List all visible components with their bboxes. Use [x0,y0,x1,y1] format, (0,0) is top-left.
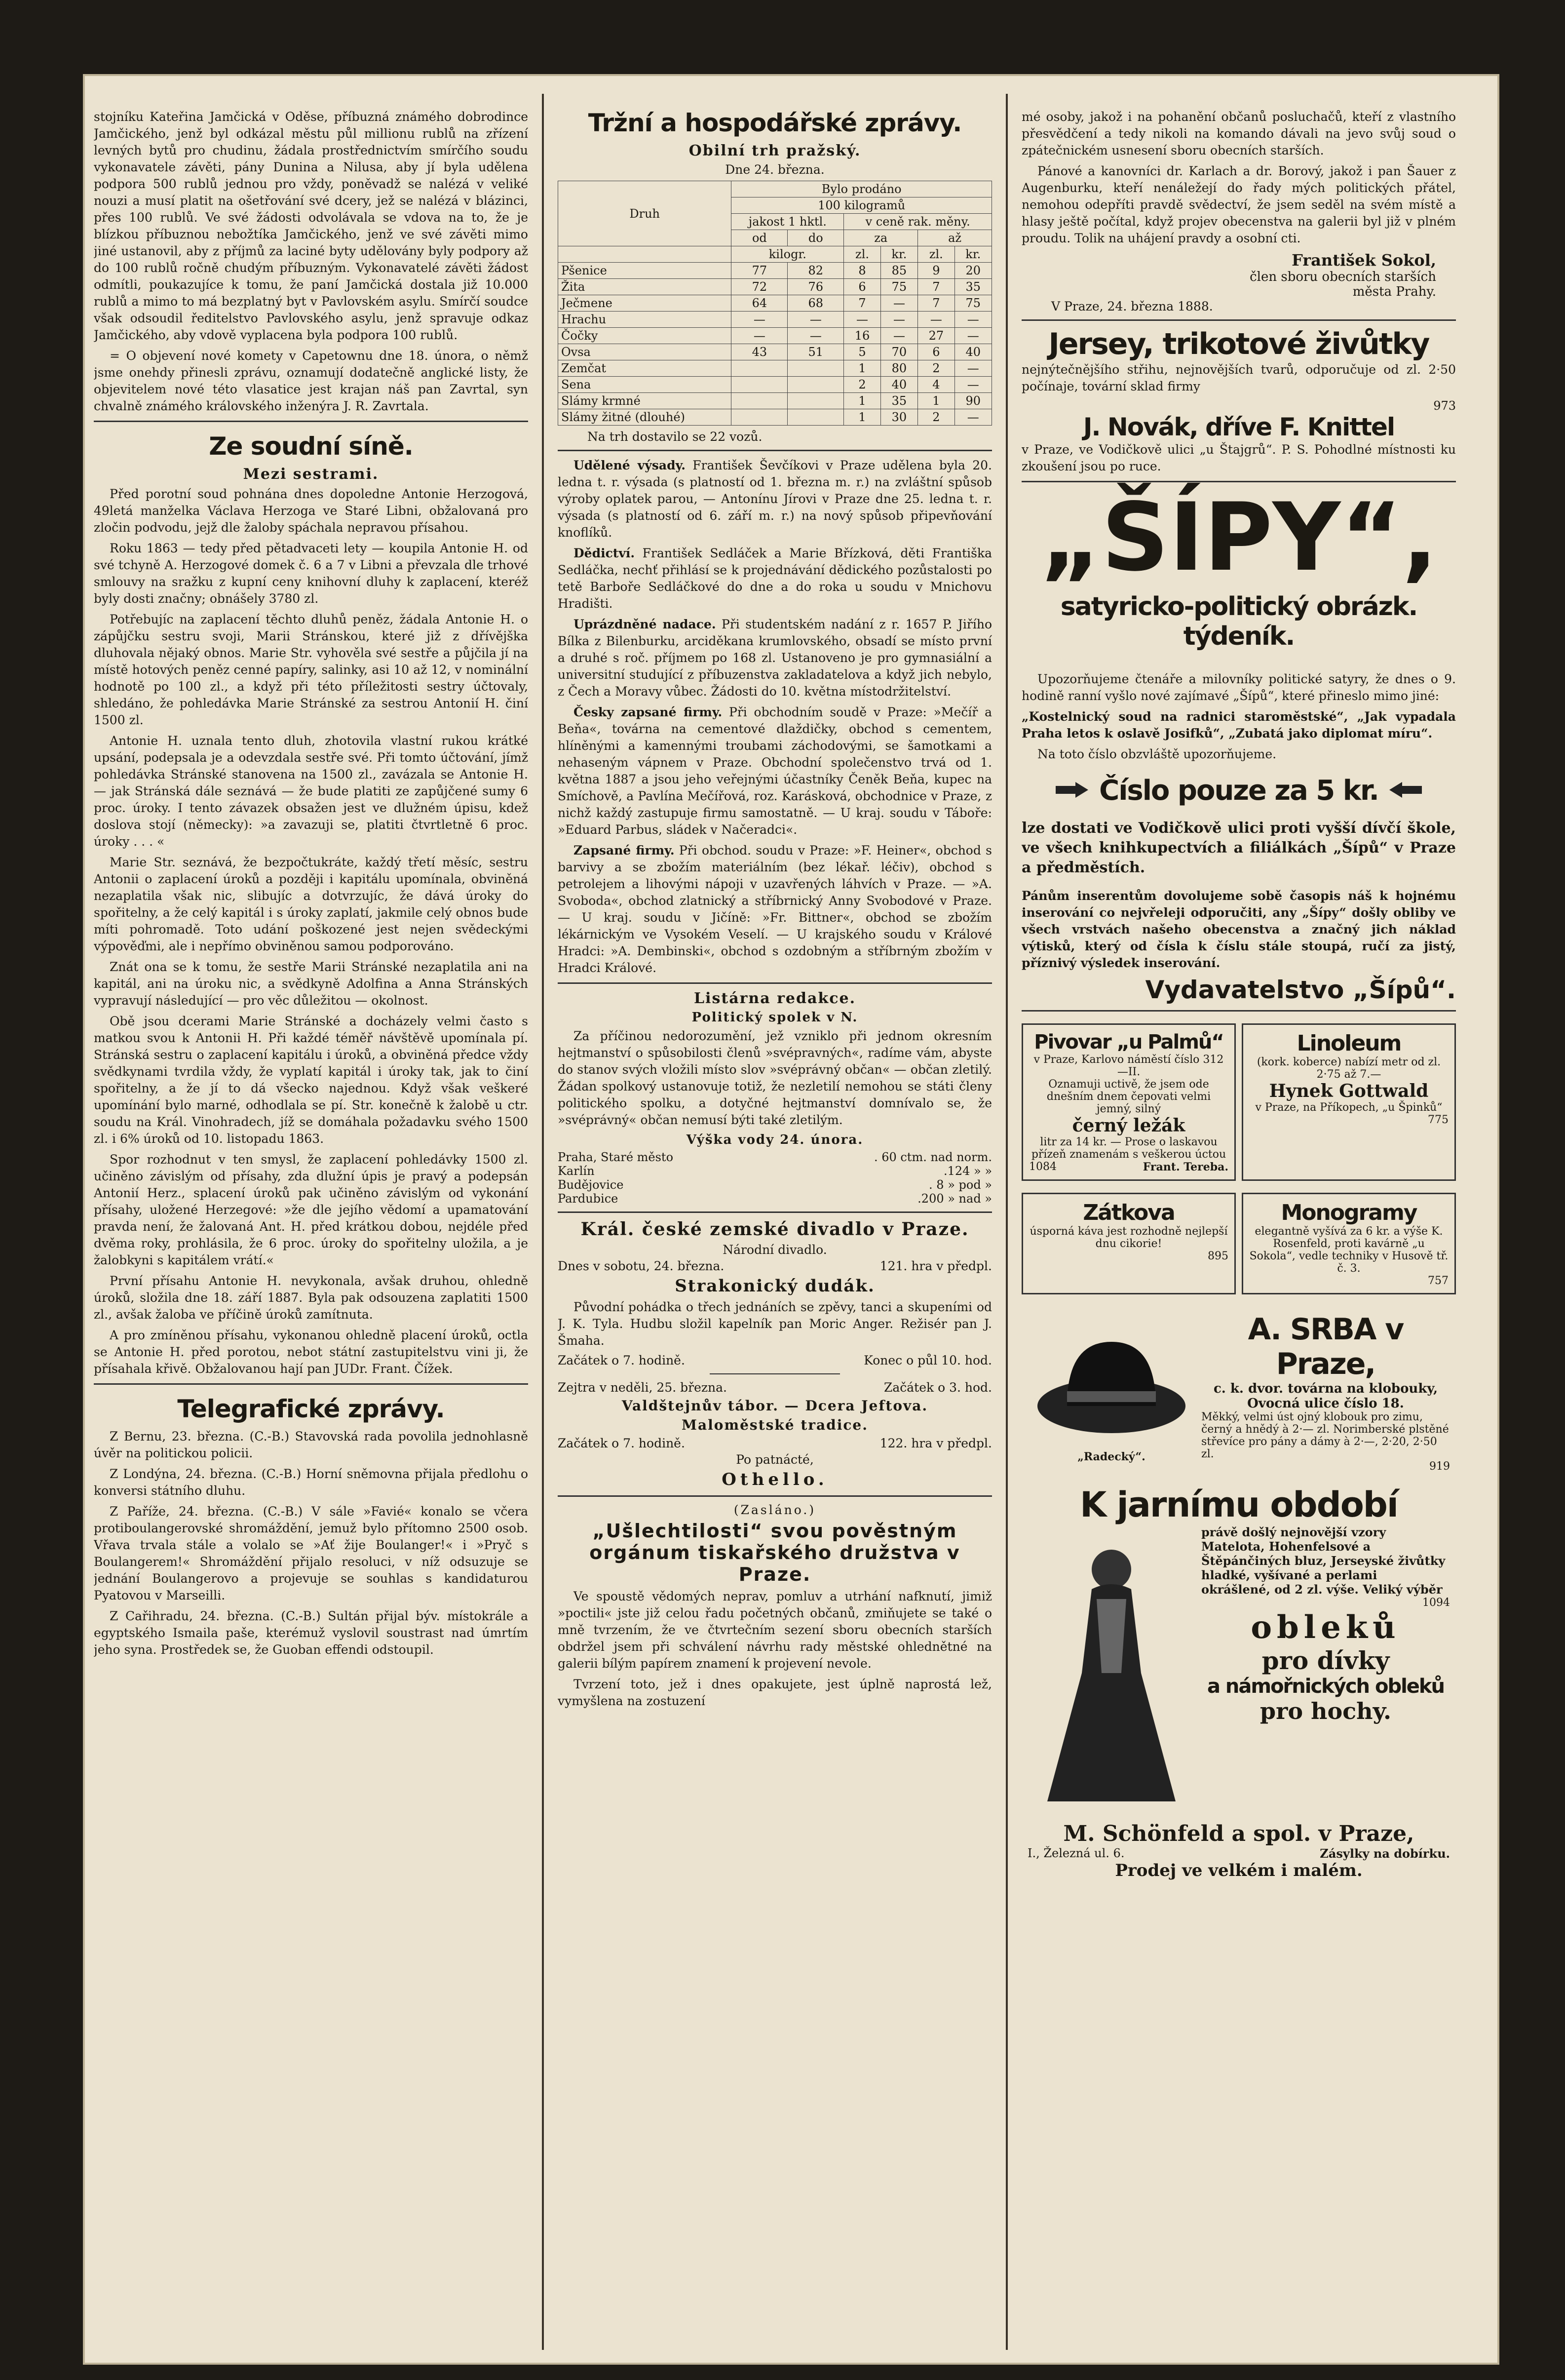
jaro-number: 1094 [1422,1597,1450,1609]
jaro-row [1028,1525,1450,1821]
newspaper-page [83,74,1499,2365]
theatre-heading: Král. české zemské divadlo v Praze. [580,1219,969,1240]
table-cell: 72 [731,279,788,295]
water-row [558,1192,992,1206]
ad-row [1022,1187,1456,1300]
linoleum-title: Linoleum [1297,1031,1401,1056]
table-header-od: od [731,230,788,246]
editor-heading: Listárna redakce. [693,990,856,1007]
water-place: Budějovice [558,1178,624,1192]
ad-linoleum [1242,1023,1456,1181]
column-rule [542,94,544,2350]
section-heading-market: Tržní a hospodářské zprávy. [588,109,962,137]
srba-text: c. k. dvor. továrna na klobouky, Ovocná ulice číslo 18. [1213,1381,1438,1411]
row-label: Zemčat [558,360,731,377]
table-cell: 64 [731,295,788,312]
table-cell: 20 [954,263,992,279]
notice-paragraph [558,545,992,612]
table-cell: 1 [844,360,881,377]
table-cell: 9 [918,263,955,279]
table-header-zl: zl. [844,246,881,263]
table-header-az: až [918,230,992,246]
article-paragraph: Spor rozhodnut v ten smysl, že zaplacení pohledávky 1500 zl. učiněno závislým od přísahy, zda dlužní úpis je pravý a podepsán Antonií Herz., splacení úroků pak učiněno závislým od vykonání přísahy, uložené Herzegové: »že dle jejího vědomí a upamatování pravda není, že žalovaná Ant. H. před krátkou dobou, nejdéle před dvěma roky, prohlásila, že 6 proc. úroky do spořitelny uložila, a je žalobkyni s kapitálem vrátí.« [94,1152,528,1267]
table-cell: 80 [880,360,917,377]
court-subheading: Mezi sestrami. [243,466,379,483]
separator [710,1373,840,1374]
ad-zatkova [1022,1193,1236,1294]
ad-jaro [1022,1484,1456,1886]
sipy-articles: „Kostelnický soud na radnici staroměstské“, „Jak vypadala Praha letos k oslavě Josifků“, „Zubatá jako diplomat míru“. [1022,709,1456,741]
play-title: Valdštejnův tábor. — Dcera Jeftova. [621,1398,928,1414]
table-header-kr: kr. [880,246,917,263]
table-cell: 7 [918,279,955,295]
jersey-number: 973 [1433,399,1456,413]
separator [1022,1010,1456,1012]
article-paragraph: Potřebujíc na zaplacení těchto dluhů peněz, žádala Antonie H. o zápůjčku sestru svoji, Marii Stránskou, které již z dřívějška dluhovala nějaký obnos. Marie Str. vyhověla své sestře a půjčila jí na místě hotových peněz cenné papíry, salinky, asi 10 až 12, v nominální hodnotě po 100 zl., a když při této příležitosti sestry účtovaly, shledáno, že pohledávka Marie Stránské za sestrou Antonií H. činí 1500 zl. [94,612,528,727]
table-cell: 6 [918,344,955,360]
table-cell [788,393,844,409]
notice-heading: Dědictví. [573,546,635,560]
table-cell: 68 [788,295,844,312]
notice-heading: Uprázdněné nadace. [573,617,716,631]
schoenfeld-address: I., Železná ul. 6. [1028,1846,1125,1860]
telegram-paragraph: Z Paříže, 24. března. (C.-B.) V sále »Favié« konalo se včera protiboulangerovské shromáždění, jemuž bylo přítomno 2500 osob. Vřava trvala stále a volalo se »Ať žije Boulanger!« i »Pryč s Boulangerem!« Shromáždění přijalo resoluci, v níž odsuzuje se jednání Boulangerovo a projevuje se souhlas s kandidaturou Pyatovou v Marseilli. [94,1504,528,1602]
article-paragraph: Antonie H. uznala tento dluh, zhotovila vlastní rukou krátké upsání, podepsala je a odevzdala sestře své. Při tomto účtování, jímž pohledávka Stránské stanovena na 1500 zl., zavázala se Antonie H. — jak Stránská dále seznává — že bude platiti ze zapůjčené sumy 6 proc. úroky. I tento závazek obsažen jest ve dlužném úpisu, kdež doslova stojí (německy): »a zavazuji se, platiti čtvrtletně 6 proc. úroky . . . « [94,734,528,849]
table-cell: 75 [880,279,917,295]
table-cell: 40 [880,377,917,393]
water-row [558,1178,992,1192]
notice-heading: Udělené výsady. [573,458,686,472]
water-heading: Výška vody 24. února. [686,1132,864,1147]
pivovar-owner: Frant. Tereba. [1143,1161,1228,1173]
signature-city: města Prahy. [1352,284,1436,299]
monogramy-text: elegantně vyšívá za 6 kr. a výše K. Rosenfeld, proti kavárně „u Sokola“, vedle techniky v Husově tř. č. 3. [1249,1225,1449,1275]
play-end: Konec o půl 10. hod. [864,1353,992,1367]
table-cell: 51 [788,344,844,360]
table-cell: 1 [844,409,881,426]
sipy-note: Na toto číslo obzvláště upozorňujeme. [1037,747,1277,761]
water-place: Pardubice [558,1192,618,1206]
separator [94,1383,528,1385]
row-label: Žita [558,279,731,295]
pointing-hand-icon [1055,781,1089,801]
play-start: Začátek o 7. hodině. [558,1436,685,1450]
pivovar-number: 1084 [1029,1161,1057,1173]
table-cell: 16 [844,328,881,344]
table-cell: 4 [918,377,955,393]
table-cell: 85 [880,263,917,279]
pivovar-title: Pivovar „u Palmů“ [1034,1031,1223,1053]
jaro-pro-hochy: pro hochy. [1260,1698,1392,1724]
next-date: Zejtra v neděli, 25. března. [558,1380,727,1395]
jaro-text: právě došlý nejnovější vzory Matelota, Hohenfelsové a Štěpánčiných bluz, Jerseyské živůtky hladké, vyšívané a perlami okrášlené, od 2 zl. výše. Veliký výběr [1201,1525,1446,1597]
table-cell: 75 [954,295,992,312]
sipy-subtitle: satyricko-politický obrázk. týdeník. [1060,592,1417,651]
next-start: Začátek o 3. hod. [883,1380,992,1395]
zaslano-label: (Zasláno.) [733,1503,816,1517]
row-label: Hrachu [558,312,731,328]
table-cell: 7 [844,295,881,312]
table-cell: 27 [918,328,955,344]
table-cell: 35 [954,279,992,295]
table-cell: 2 [918,360,955,377]
novak-name: J. Novák, dříve F. Knittel [1083,413,1395,441]
table-header-price: v ceně rak. měny. [844,214,992,230]
sipy-title: „ŠÍPY“, [1039,483,1438,592]
table-header-sold: Bylo prodáno [731,181,992,197]
table-row [558,328,992,344]
table-cell: — [844,312,881,328]
table-cell: — [880,328,917,344]
letter-paragraph: mé osoby, jakož i na pohanění občanů posluchačů, kteří z vlastního přesvědčení a tedy nikoli na komando dávali na jevo svůj soud o zpátečnickém usnesení sboru obecních starších. [1022,110,1456,157]
letter-paragraph: Pánové a kanovníci dr. Karlach a dr. Borový, jakož i pan Šauer z Augenburku, kteří nenáležejí do řady mých politických přátel, nemohou odepříti pravdě svědectví, že jsem seděl na svém místě a hlasy ještě počítal, když projev obecenstva na galerii byl již v plném proudu. Tolik na uhájení pravdy a osobní cti. [1022,164,1456,245]
table-cell [788,360,844,377]
table-cell: 90 [954,393,992,409]
monogramy-number: 757 [1428,1275,1449,1287]
table-cell [731,393,788,409]
table-cell: 1 [844,393,881,409]
section-heading-telegraph: Telegrafické zprávy. [177,1395,445,1423]
table-row [558,312,992,328]
srba-image-box [1028,1312,1195,1473]
separator [94,421,528,422]
play-times [558,1353,992,1367]
table-row [558,393,992,409]
notice-paragraph [558,842,992,976]
publisher-name: Vydavatelstvo „Šípů“. [1145,975,1456,1004]
pivovar-price: litr za 14 kr. — Prose o laskavou přízeň znamenám s veškerou úctou [1031,1136,1226,1161]
article-paragraph: stojníku Kateřina Jamčická v Oděse, příbuzná známého dobrodince Jamčického, jenž byl odkázal městu půl millionu rublů na zřízení levných bytů pro chudinu, žádala prostřednictvím smírčího soudu vykonavatele závěti, pány Dunina a Nilusa, aby jí byla udělena podpora 500 rublů jednou pro vždy, poněvadž se nalézá v veliké nouzi a musí platit na ošetřování své dcery, jež se nalézá v blázinci, přes 100 rublů. Ve své žádosti odvolávala se vdova na to, že je blízkou příbuznou nebožtíka Jamčického, jenž ve své závěti mimo jiné ustanovil, aby z příjmů za laciné byty udělovány byly podpory až do 100 rublů ročně chudým příbuzným. Vykonavatelé závěti žádost odmítli, poukazujíce k tomu, že paní Jamčická dostala již 10.000 rublů a mimo to má bezplatný byt v Pavlovském asylu. Smírčí soudce však odsoudil ředitelstvo Pavlovského asylu, jenž spravuje odkaz Jamčického, aby vdově vyplacena byla podpora 100 rublů. [94,110,528,342]
row-label: Slámy krmné [558,393,731,409]
table-cell: — [880,312,917,328]
letter-heading: „Ušlechtilosti“ svou pověstným orgánum tiskařského družstva v Praze. [589,1520,960,1585]
row-label: Ječmene [558,295,731,312]
table-cell: 43 [731,344,788,360]
table-header-zl2: zl. [918,246,955,263]
telegram-paragraph: Z Bernu, 23. března. (C.-B.) Stavovská rada povolila jednohlasně úvěr na politickou policii. [94,1429,528,1460]
editor-text: Za příčinou nedorozumění, jež vzniklo při jednom okresním hejtmanství o spůsobilosti členů »svépravných«, radíme vám, abyste do stanov svých vložili místo slov »svéprávný občan« — občan zletilý. Žádan spolkový ustanovuje totiž, že nezletilí nemohou se státi členy politického spolku, a dotyčné hejtmanství domnívalo se, že »svéprávný« občan nemusí býti také zletilým. [558,1029,992,1127]
srba-row [1028,1312,1450,1473]
table-cell: — [731,312,788,328]
jaro-text-box [1201,1525,1450,1821]
price-banner [1022,769,1456,813]
table-cell [731,377,788,393]
play-number: 122. hra v předpl. [879,1436,992,1450]
table-cell: 6 [844,279,881,295]
play-title: Strakonický dudák. [675,1276,875,1296]
pointing-hand-icon [1388,781,1423,801]
gottwald-number: 775 [1428,1114,1449,1126]
telegram-paragraph: Z Cařihradu, 24. března. (C.-B.) Sultán přijal býv. místokrále a egyptského Ismaila paše, kterémuž vyslovil soustrast nad úmrtím jeho syna. Prostředek se, že Guoban effendi odstoupil. [94,1609,528,1657]
theatre-line [558,1259,992,1273]
inserent-text: Pánům inserentům dovolujeme sobě časopis náš k hojnému inserování co nejvřeleji odporučiti, any „Šípy“ došly obliby ve všech vrstvách našeho obecenstva a značný jich náklad výtisků, který od čísla k číslu stále stoupá, ručí za jistý, příznivý výsledek inserování. [1022,889,1456,970]
table-header-unit: 100 kilogramů [731,197,992,214]
notice-paragraph [558,616,992,700]
separator [1022,481,1456,482]
table-cell [731,360,788,377]
water-value: .124 » » [943,1164,992,1178]
next-play-line [558,1380,992,1395]
sipy-text: Upozorňujeme čtenáře a milovníky politické satyry, že dnes o 9. hodině ranní vyšlo nové zajímavé „Šípů“, které přineslo mimo jiné: [1022,672,1456,703]
table-cell: — [788,328,844,344]
notice-paragraph [558,457,992,541]
srba-title: A. SRBA v Praze, [1248,1312,1404,1381]
srba-text-box [1201,1312,1450,1473]
table-header-blank [558,246,731,263]
table-cell: 1 [918,393,955,409]
novak-text: v Praze, ve Vodičkově ulici „u Štajgrů“. P. S. Pohodlné místnosti ku zkoušení jsou po ruce. [1022,442,1456,473]
theatre-subheading: Národní divadlo. [723,1243,827,1257]
water-value: . 60 ctm. nad norm. [874,1150,992,1164]
jaro-obleku: obleků [1251,1609,1401,1646]
table-cell: 35 [880,393,917,409]
notice-text: Při studentském nadání z r. 1657 P. Jiřího Bílka z Bilenburku, arciděkana krumlovského, obsadí se místo první a druhé s roč. příjmem po 168 zl. Ustanoveno je pro gymnasiální a universitní studující z příbuzenstva zakladatelova a když jich nebylo, z Čech a Moravy vůbec. Žádosti do 10. května místodržitelství. [558,617,992,699]
pivovar-text: Oznamuji uctivě, že jsem ode dnešním dnem čepovati velmi jemný, silný [1046,1078,1211,1115]
table-note: Na trh dostavilo se 22 vozů. [587,429,763,444]
table-cell: — [954,360,992,377]
article-paragraph: Roku 1863 — tedy před pětadvaceti lety — koupila Antonie H. od své tchyně A. Herzogové domek č. 6 a 7 v Libni a převzala dle trhové smlouvy na sražku z kupní ceny knihovní dluhy k zaplacení, kteréž byly dosti značny; obnášely 3780 zl. [94,541,528,606]
gottwald-address: v Praze, na Příkopech, „u Špinků“ [1255,1101,1443,1114]
jersey-text: nejnýtečnějšího střihu, nejnovějších tvarů, odporučuje od zl. 2·50 počínaje, tovární sklad firmy [1022,362,1456,393]
zatkova-title: Zátkova [1083,1200,1175,1225]
row-label: Slámy žitné (dlouhé) [558,409,731,426]
theatre-number: 121. hra v předpl. [879,1259,992,1273]
table-cell: — [880,295,917,312]
theatre-date: Dnes v sobotu, 24. března. [558,1259,725,1273]
article-paragraph: = O objevení nové komety v Capetownu dne 18. února, o němž jsme onehdy přinesli zprávu, oznamují dodatečně anglické listy, že objevitelem nové této vlasatice jest krajan náš pan Zavrtal, syn chvalně známého královského inženýra J. R. Zavrtala. [94,349,528,413]
letter-paragraph: Ve spoustě vědomých neprav, pomluv a utrhání nafknutí, jimiž »poctili« jste již celou řadu početných občanů, zmiňujete se také o mně tvrzením, že ve čtvrtečním sezení sboru obecních starších obdržel jsem při schválení návrhu rady městské ohlednětné na galerii bílým papírem znamení k projevení nevole. [558,1589,992,1671]
table-cell [788,377,844,393]
article-paragraph: Před porotní soud pohnána dnes dopoledne Antonie Herzogová, 49letá manželka Václava Herzoga ve Staré Libni, obžalovaná pro zločin podvodu, jejž dle žaloby spáchala nepravou přísahou. [94,487,528,535]
dress-figure-icon [1028,1525,1195,1821]
table-cell: 76 [788,279,844,295]
table-cell [731,409,788,426]
table-cell: 8 [844,263,881,279]
water-place: Karlín [558,1164,595,1178]
notice-text: František Sedláček a Marie Břízková, děti Františka Sedláčka, nechť přihlásí se k projednávání dědického pozůstalosti po tetě Barboře Sedláčkové do dne a do roka u soudu v Mnichovu Hradišti. [558,546,992,611]
table-cell: — [954,328,992,344]
jersey-title: Jersey, trikotové živůtky [1048,327,1429,361]
column-right [1022,109,1456,2350]
telegram-paragraph: Z Londýna, 24. března. (C.-B.) Horní sněmovna přijala předlohu o konversi státního dluhu. [94,1467,528,1498]
column-rule [1006,94,1008,2350]
pivovar-beer: černý ležák [1072,1115,1185,1136]
signature-name: František Sokol, [1292,251,1436,270]
water-row [558,1150,992,1164]
notice-text: Při obchodním soudě v Praze: »Mečíř a Beňa«, továrna na cementové dlaždičky, obchod s cementem, hlíněnými a kamennými troubami záchodovými, se šamotkami a nehaseným vápnem v Praze. Obchodní společenstvo trvá od 1. května 1887 a jsou jeho veřejnými účastníky Čeněk Beňa, kupec na Smíchově, a Pavlína Mečířová, roz. Karásková, obchodnice v Praze, z nichž každý zastupuje firmu samostatně. — U kraj. soudu v Táboře: »Eduard Parbus, sládek v Načeradci«. [558,705,992,837]
monogramy-title: Monogramy [1281,1200,1417,1225]
table-cell: 82 [788,263,844,279]
jaro-pro-divky: pro dívky [1261,1646,1390,1675]
zatkova-text: úsporná káva jest rozhodně nejlepší dnu cikorie! [1030,1225,1228,1250]
table-cell: 2 [844,377,881,393]
table-cell: — [954,377,992,393]
table-cell: 5 [844,344,881,360]
table-cell: 30 [880,409,917,426]
table-cell: — [788,312,844,328]
column-middle [558,109,992,2350]
row-label: Sena [558,377,731,393]
srba-text2: Měkký, velmi úst ojný klobouk pro zimu, černý a hnědý à 2·— zl. Norimberské plstěné střevíce pro pány a dámy à 2·—, 2·20, 2·50 zl. [1201,1411,1449,1460]
table-row [558,279,992,295]
gottwald-name: Hynek Gottwald [1269,1081,1429,1101]
row-label: Pšenice [558,263,731,279]
table-header-kr2: kr. [954,246,992,263]
ad-jersey [1022,327,1456,475]
table-header-za: za [844,230,918,246]
jaro-namornicke: a námořnických obleků [1207,1675,1444,1698]
price-text: lze dostati ve Vodičkově ulici proti vyšší dívčí škole, ve všech knihkupectvích a filiálkách „Šípů“ v Praze a předměstích. [1022,819,1456,876]
jaro-figure-box [1028,1525,1195,1821]
table-header-druh: Druh [558,181,731,246]
schoenfeld-mail: Zásylky na dobírku. [1320,1846,1450,1861]
table-row [558,295,992,312]
article-paragraph: Obě jsou dcerami Marie Stránské a docházely velmi často s matkou svou k Antonii H. Při každé téměř návštěvě upomínala pí. Stránská sestru o zaplacení kapitálu i úroků, a obviněná předce vždy svědkynami tvrdila vždy, že vyplatí kapitál i úroky tak, jak to činí spořitelny, a že jí to dá všecko najednou. Když však veškeré upomínání bylo marné, odhodlala se pí. Str. konečně k žalobě u ctr. soudu na Král. Vinohradech, jíž se domáhala požadavku svého 1500 zl. i 6% úroků od 10. listopadu 1863. [94,1014,528,1146]
signature-role: člen sboru obecních starších [1250,270,1436,284]
row-label: Ovsa [558,344,731,360]
table-header-kilogr: kilogr. [731,246,844,263]
table-row [558,344,992,360]
schoenfeld-footer [1028,1846,1450,1861]
table-cell: — [954,409,992,426]
ad-sipy [1022,483,1456,1004]
table-cell: 70 [880,344,917,360]
play-note: Po patnácté, [736,1452,814,1467]
jaro-title: K jarnímu období [1080,1484,1398,1525]
table-cell: — [918,312,955,328]
separator [558,1211,992,1213]
ad-row [1022,1017,1456,1187]
price-label: Číslo pouze za 5 kr. [1099,775,1378,807]
linoleum-text: (kork. koberce) nabízí metr od zl. 2·75 až 7.— [1257,1056,1441,1081]
table-row [558,377,992,393]
play-title: Maloměstské tradice. [682,1417,868,1433]
schoenfeld-name: M. Schönfeld a spol. v Praze, [1063,1821,1414,1846]
zatkova-number: 895 [1208,1250,1228,1262]
water-place: Praha, Staré město [558,1150,674,1164]
water-row [558,1164,992,1178]
play-title-othello: Othello. [722,1470,828,1489]
table-cell: 2 [918,409,955,426]
separator [1022,319,1456,321]
pivovar-footer [1029,1161,1228,1173]
article-paragraph: A pro zmíněnou přísahu, vykonanou ohledně placení úroků, octla se Antonie H. před porotou, nebot státní zastupitelstvu vini ji, že přísahala křivě. Obžalovanou hají pan JUDr. Frant. Čížek. [94,1328,528,1376]
table-cell: 40 [954,344,992,360]
ad-monogramy [1242,1193,1456,1294]
pivovar-address: v Praze, Karlovo náměstí číslo 312—II. [1033,1053,1224,1078]
article-paragraph: Znát ona se k tomu, že sestře Marii Stránské nezaplatila ani na kapitál, ani na úroku nic, a svědkyně Adolfina a Anna Stránských vypravují následující — pro věc důležitou — okolnost. [94,960,528,1008]
ad-srba [1022,1306,1456,1479]
table-cell: — [954,312,992,328]
signature-date: V Praze, 24. března 1888. [1051,299,1213,313]
market-subheading: Obilní trh pražský. [688,142,861,159]
letter-paragraph: Tvrzení toto, jež i dnes opakujete, jest úplně naprostá lež, vymyšlena na zostuzení [558,1677,992,1708]
separator [558,982,992,984]
notice-text: Při obchod. soudu v Praze: »F. Heiner«, obchod s barvivy a se zbožím materiálním (bez lékař. léčiv), obchod s petrolejem a lihovými nápoji v uzavřených láhvích v Praze. — »A. Svoboda«, obchod zlatnický a stříbrnický Anny Svobodové v Praze. — U kraj. soudu v Jičíně: »Fr. Bittner«, obchod se zbožím lékárnickým ve Vysokém Veselí. — U krajského soudu v Králové Hradci: »A. Dembinski«, obchod s ozdobným a stříbrným zbožím v Hradci Králové. [558,843,992,975]
article-paragraph: První přísahu Antonie H. nevykonala, avšak druhou, ohledně úroků, složila dne 18. září 1887. Byla pak odsouzena zaplatiti 1500 zl., avšak žaloba ve příčině úroků zamítnuta. [94,1274,528,1322]
play-start: Začátek o 7. hodině. [558,1353,685,1367]
separator [558,450,992,451]
ad-pivovar [1022,1023,1236,1181]
editor-subheading: Politický spolek v N. [691,1010,858,1025]
schoenfeld-tagline: Prodej ve velkém i malém. [1115,1861,1363,1880]
srba-number: 919 [1429,1460,1450,1473]
table-header-do: do [788,230,844,246]
grain-price-table [558,181,992,426]
notice-text: František Ševčíkovi v Praze udělena byla 20. ledna t. r. výsada (s platností od 1. března m. r.) na zvláštní spůsob výroby oplatek parou, — Antonínu Jírovi v Praze dne 25. ledna t. r. výsada (s platností od 6. září m. r.) na nový spůsob připevňování knoflíků. [558,458,992,540]
market-date: Dne 24. března. [725,162,825,177]
column-left [94,109,528,2350]
separator [558,1495,992,1497]
water-value: . 8 » pod » [929,1178,992,1192]
srba-model-label: „Radecký“. [1077,1450,1145,1463]
play-times [558,1436,992,1450]
table-row [558,263,992,279]
play-description: Původní pohádka o třech jednáních se zpěvy, tanci a skupeními od J. K. Tyla. Hudbu složil kapelník pan Moric Anger. Režisér pan J. Šmaha. [558,1300,992,1348]
table-row [558,409,992,426]
table-cell [788,409,844,426]
table-cell: — [731,328,788,344]
table-header-jakost: jakost 1 hktl. [731,214,844,230]
section-heading-court: Ze soudní síně. [209,432,413,461]
notice-heading: Česky zapsané firmy. [573,705,723,719]
notice-paragraph [558,704,992,838]
article-paragraph: Marie Str. seznává, že bezpočtukráte, každý třetí měsíc, sestru Antonii o zaplacení úroků a později i kapitálu upomínala, obviněná nezaplatila však nic, slibujíc a dotvrzujíc, že dává úroky do spořitelny, a že celý kapitál i s úroky zaplatí, jakmile celý obnos bude míti pohromadě. Toto udání poškozené jest nejen svědeckými výpověďmi, ale i nepřímo obviněnou samou podporováno. [94,855,528,953]
table-cell: 7 [918,295,955,312]
table-cell: 77 [731,263,788,279]
water-value: .200 » nad » [917,1192,992,1206]
notice-heading: Zapsané firmy. [573,843,675,858]
table-row [558,360,992,377]
row-label: Čočky [558,328,731,344]
hat-icon [1028,1312,1195,1450]
